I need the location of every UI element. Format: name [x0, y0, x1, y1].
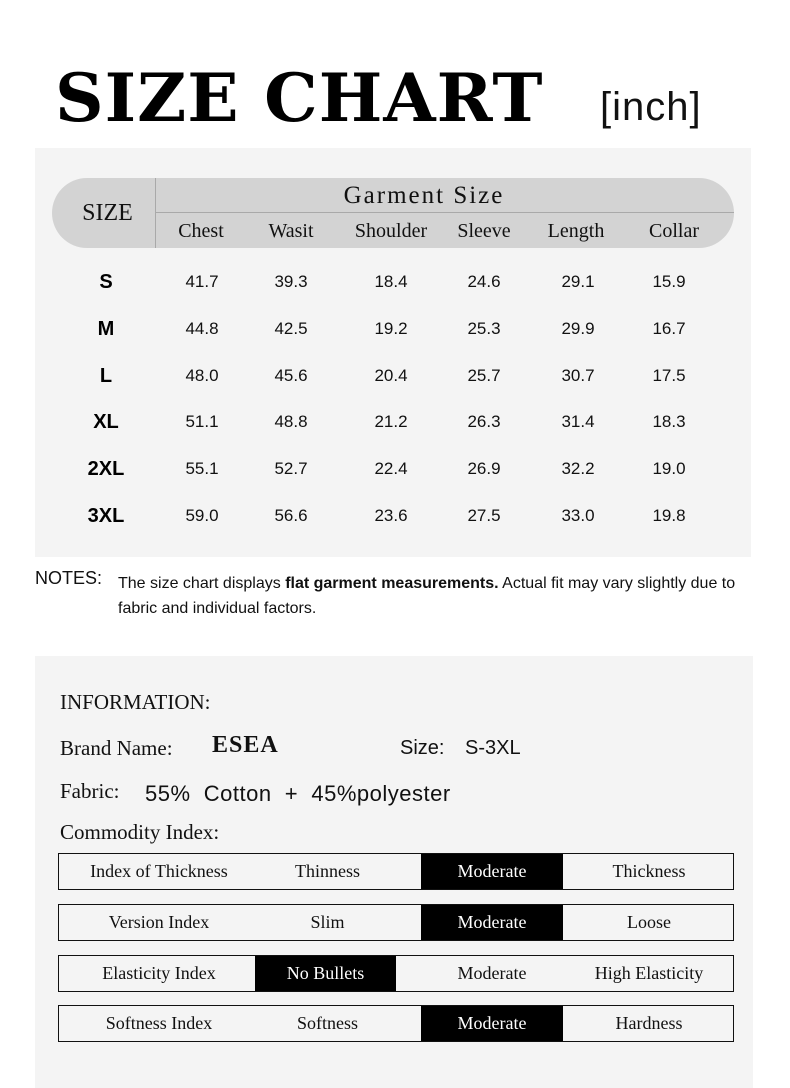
brand-name-value: ESEA: [212, 732, 279, 758]
measurement-cell: 44.8: [185, 319, 219, 338]
size-range-value: S-3XL: [465, 737, 521, 759]
table-row: [0, 402, 790, 442]
header-divider: [155, 212, 734, 213]
measurement-cell: 42.5: [274, 319, 308, 338]
measurement-cell: 41.7: [185, 272, 219, 291]
fabric-label: Fabric:: [60, 779, 120, 803]
measurement-cell: 22.4: [374, 459, 408, 478]
table-row: [0, 496, 790, 536]
column-header-chest: Chest: [178, 220, 224, 242]
column-header-collar: Collar: [649, 220, 699, 242]
size-table-header: [52, 178, 734, 248]
size-label: M: [97, 318, 115, 340]
notes-text-end: Actual fit may vary slightly due to fabric and individual factors.: [118, 575, 736, 617]
measurement-cell: 17.5: [652, 366, 686, 385]
size-label: 3XL: [87, 505, 125, 527]
measurement-cell: 33.0: [561, 506, 595, 525]
commodity-index-row: [58, 1005, 734, 1042]
notes-label: NOTES:: [35, 568, 103, 588]
measurement-cell: 29.9: [561, 319, 595, 338]
index-option: Slim: [310, 912, 345, 932]
index-option: Loose: [627, 912, 671, 932]
measurement-cell: 19.8: [652, 506, 686, 525]
measurement-cell: 21.2: [374, 412, 408, 431]
index-option: Thinness: [295, 861, 360, 881]
measurement-cell: 39.3: [274, 272, 308, 291]
commodity-index-row: [58, 904, 734, 941]
table-row: [0, 262, 790, 302]
size-label: L: [99, 365, 113, 387]
measurement-cell: 25.3: [467, 319, 501, 338]
size-label: S: [99, 271, 113, 293]
measurement-cell: 52.7: [274, 459, 308, 478]
commodity-index-heading: Commodity Index:: [60, 820, 220, 844]
measurement-cell: 19.2: [374, 319, 408, 338]
fabric-value: 55% Cotton + 45%polyester: [145, 781, 451, 806]
index-option-selected: Moderate: [421, 905, 563, 940]
column-header-shoulder: Shoulder: [354, 220, 428, 242]
brand-name-label: Brand Name:: [60, 736, 173, 760]
column-header-waist: Wasit: [268, 220, 314, 242]
measurement-cell: 55.1: [185, 459, 219, 478]
index-option: Softness: [296, 1013, 358, 1033]
measurement-cell: 29.1: [561, 272, 595, 291]
measurement-cell: 59.0: [185, 506, 219, 525]
measurement-cell: 19.0: [652, 459, 686, 478]
size-label: 2XL: [87, 458, 125, 480]
table-row: [0, 309, 790, 349]
index-option: High Elasticity: [594, 963, 704, 983]
measurement-cell: 15.9: [652, 272, 686, 291]
garment-size-header: Garment Size: [343, 182, 505, 209]
index-option-selected: Moderate: [421, 854, 563, 889]
measurement-cell: 16.7: [652, 319, 686, 338]
index-option-selected: No Bullets: [255, 956, 396, 991]
commodity-index-row: [58, 955, 734, 992]
column-header-sleeve: Sleeve: [457, 220, 511, 242]
index-option: Hardness: [615, 1013, 683, 1033]
size-range-label: Size:: [400, 737, 445, 759]
notes-text-start: The size chart displays: [118, 575, 286, 592]
measurement-cell: 30.7: [561, 366, 595, 385]
measurement-cell: 26.9: [467, 459, 501, 478]
measurement-cell: 45.6: [274, 366, 308, 385]
index-label: Softness Index: [105, 1013, 213, 1033]
measurement-cell: 20.4: [374, 366, 408, 385]
column-header-length: Length: [547, 220, 605, 242]
table-row: [0, 449, 790, 489]
index-label: Index of Thickness: [90, 861, 228, 881]
index-label: Elasticity Index: [102, 963, 216, 983]
measurement-cell: 26.3: [467, 412, 501, 431]
measurement-cell: 56.6: [274, 506, 308, 525]
table-row: [0, 356, 790, 396]
information-heading: INFORMATION:: [60, 690, 211, 714]
measurement-cell: 48.8: [274, 412, 308, 431]
notes-text: [118, 571, 738, 621]
measurement-cell: 18.4: [374, 272, 408, 291]
unit-label: [inch]: [600, 85, 702, 129]
size-column-header: SIZE: [82, 199, 133, 226]
index-label: Version Index: [108, 912, 210, 932]
index-option-selected: Moderate: [421, 1006, 563, 1041]
measurement-cell: 31.4: [561, 412, 595, 431]
index-option: Thickness: [612, 861, 686, 881]
commodity-index-row: [58, 853, 734, 890]
measurement-cell: 23.6: [374, 506, 408, 525]
measurement-cell: 24.6: [467, 272, 501, 291]
measurement-cell: 51.1: [185, 412, 219, 431]
measurement-cell: 32.2: [561, 459, 595, 478]
size-label: XL: [93, 411, 119, 433]
notes-text-bold: flat garment measurements.: [285, 575, 499, 592]
measurement-cell: 18.3: [652, 412, 686, 431]
index-option: Moderate: [457, 963, 527, 983]
measurement-cell: 48.0: [185, 366, 219, 385]
measurement-cell: 27.5: [467, 506, 501, 525]
measurement-cell: 25.7: [467, 366, 501, 385]
page-title: SIZE CHART: [55, 59, 544, 137]
